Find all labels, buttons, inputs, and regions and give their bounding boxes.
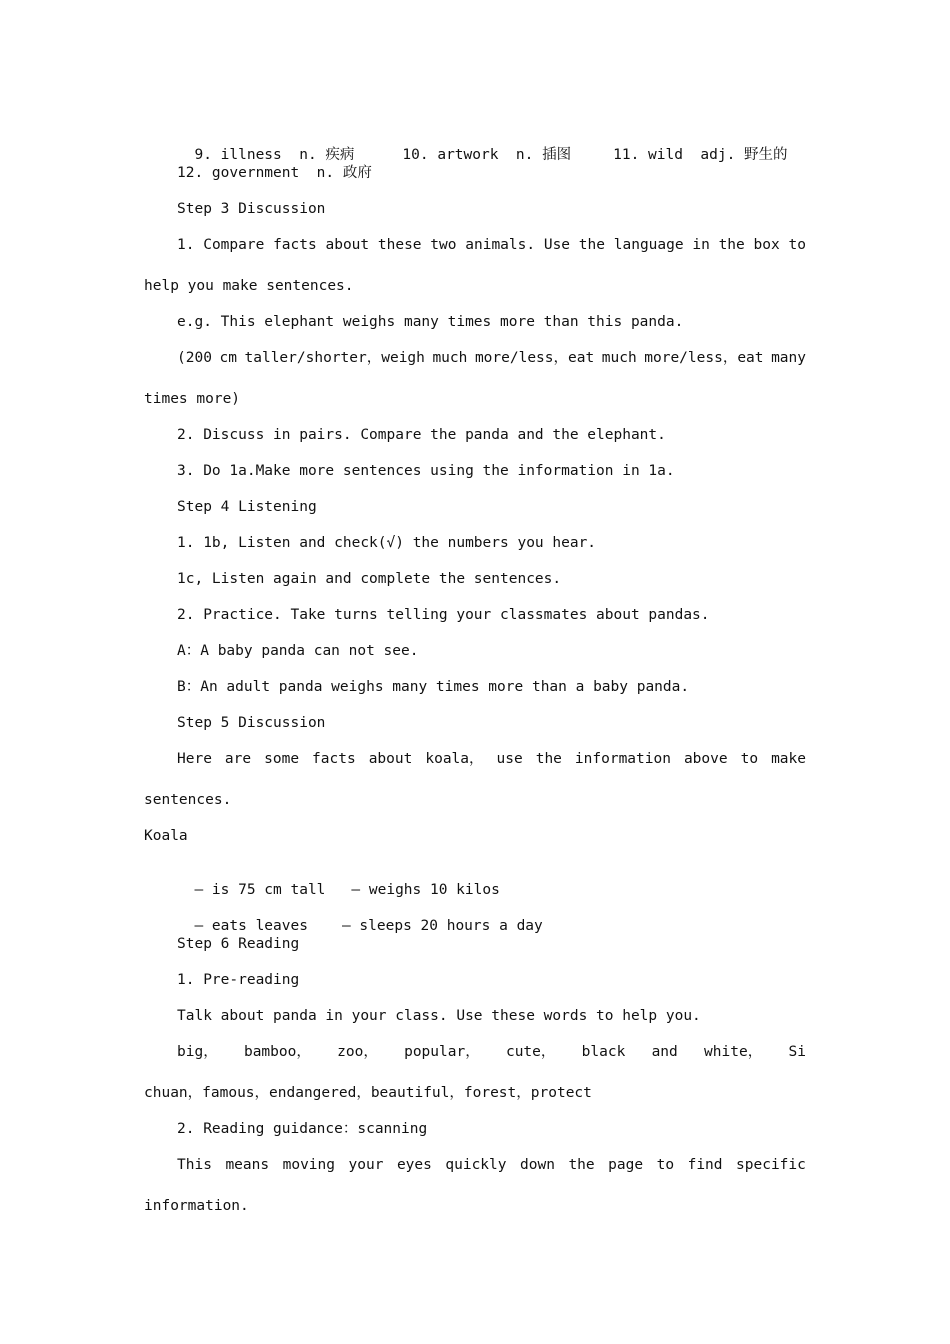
word: language [613,237,684,253]
word: black [581,1044,626,1060]
word: some [264,751,300,767]
step6-heading: Step 6 Reading [177,936,300,952]
word: Use [543,237,571,253]
step6-talk: Talk about panda in your class. Use these words to help you. [177,1008,701,1024]
word: page [608,1157,644,1173]
word: popular， [404,1044,480,1060]
vocab-line-1 [177,128,788,164]
step4-line-b: B：An adult panda weighs many times more than a baby panda. [177,679,690,695]
step6-guidance: 2. Reading guidance：scanning [177,1121,428,1137]
step3-item1-cont: help you make sentences. [144,278,354,294]
step5-heading: Step 5 Discussion [177,715,326,731]
word: means [225,1157,270,1173]
word: box [753,237,780,253]
word: and [651,1044,678,1060]
word: This [177,1157,212,1173]
word: animals. [465,237,536,253]
koala-fact-food: — eats leaves [194,918,308,934]
word: big， [177,1044,218,1060]
step6-words-cont: chuan，famous，endangered，beautiful，forest，protect [144,1085,592,1101]
word: the [578,237,605,253]
word: make [771,751,806,767]
word: about [368,751,413,767]
word: zoo， [337,1044,378,1060]
word: about [325,237,370,253]
step6-pre-reading: 1. Pre-reading [177,972,300,988]
word: above [683,751,728,767]
word: the [568,1157,595,1173]
step4-item1b: 1. 1b, Listen and check(√) the numbers you hear. [177,535,597,551]
step4-item1c: 1c, Listen again and complete the sentences. [177,571,562,587]
word: quickly [445,1157,507,1173]
word: facts [273,237,317,253]
step3-hint [177,349,806,367]
word: white， [704,1044,763,1060]
word: to [740,751,759,767]
word: your [348,1157,384,1173]
word: down [520,1157,555,1173]
step3-item3: 3. Do 1a.Make more sentences using the information in 1a. [177,463,675,479]
vocab-illness: 9. illness n. 疾病 [194,147,355,163]
word: more/less，eat [474,350,595,366]
step4-heading: Step 4 Listening [177,499,317,515]
vocab-government: 12. government n. 政府 [177,165,372,181]
step3-example: e.g. This elephant weighs many times more than this panda. [177,314,684,330]
word: these [377,237,422,253]
word: Si [788,1044,806,1060]
word: Here [177,751,212,767]
word: (200 [177,350,212,366]
step5-intro-cont: sentences. [144,792,232,808]
vocab-wild: 11. wild adj. 野生的 [613,147,788,163]
word: specific [736,1157,806,1173]
word: much [432,350,468,366]
word: bamboo， [243,1044,311,1060]
step5-intro [177,750,806,768]
step6-words [177,1043,806,1061]
koala-fact-weight: — weighs 10 kilos [351,882,500,898]
koala-facts-row-1 [177,863,500,899]
word: much [601,350,637,366]
step3-item1 [177,236,806,254]
koala-facts-row-2 [177,899,543,935]
word: many [771,350,806,366]
step6-means-cont: information. [144,1198,249,1214]
word: two [430,237,457,253]
word: to [656,1157,675,1173]
word: are [224,751,252,767]
word: cute， [505,1044,556,1060]
step6-means [177,1156,806,1174]
step3-hint-cont: times more) [144,391,241,407]
word: eyes [396,1157,432,1173]
koala-label: Koala [144,828,188,844]
word: the [535,751,562,767]
word: Compare [203,237,265,253]
word: information [574,751,671,767]
word: facts [312,751,356,767]
koala-fact-sleep: — sleeps 20 hours a day [341,918,543,934]
step3-heading: Step 3 Discussion [177,201,326,217]
word: the [718,237,745,253]
word: cm [219,350,237,366]
word: taller/shorter，weigh [244,350,425,366]
word: 1. [177,237,195,253]
word: more/less，eat [644,350,764,366]
step3-item2: 2. Discuss in pairs. Compare the panda and the elephant. [177,427,666,443]
word: find [687,1157,723,1173]
word: moving [282,1157,335,1173]
word: use [496,751,523,767]
step4-item2: 2. Practice. Take turns telling your classmates about pandas. [177,607,710,623]
word: to [788,237,806,253]
vocab-artwork: 10. artwork n. 插图 [402,147,572,163]
word: koala， [425,751,484,767]
koala-fact-height: — is 75 cm tall [194,882,326,898]
word: in [692,237,710,253]
step4-line-a: A：A baby panda can not see. [177,643,419,659]
